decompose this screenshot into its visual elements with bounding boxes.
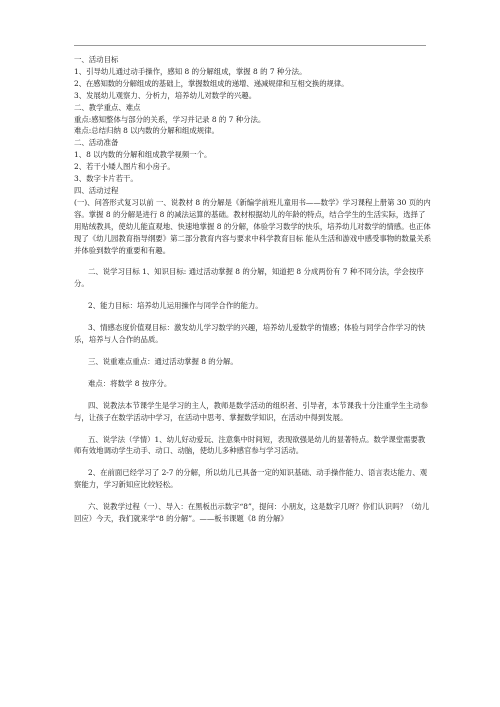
header-rule [74,45,426,46]
paragraph-key-points: 三、说重难点重点：通过活动掌握 8 的分解。 [88,356,238,366]
prep-item-1: 1、8 以内数的分解和组成教学视频一个。 [74,150,212,160]
paragraph-learning-method: 五、说学法（学情）1、幼儿好动爱玩、注意集中时间短，表现欲强是幼儿的显著特点。数学课堂需要教师有效地调动学生动手、动口、动脑，使幼儿多种感官参与学习活动。 [74,434,426,456]
section-heading-goals: 一、活动目标 [74,55,119,64]
prep-item-3: 3、数字卡片若干。 [74,174,138,184]
section-heading-process: 四、活动过程 [74,185,119,195]
prep-item-2: 2、若干小矮人图片和小房子。 [74,162,175,172]
goal-item-3: 3、发展幼儿观察力、分析力，培养幼儿对数学的兴趣。 [74,90,257,100]
paragraph-difficulty: 难点：将数学 8 按序分。 [88,378,172,388]
goal-item-2: 2、在感知数的分解组成的基础上，掌握数组成的递增、递减规律和互相交换的规律。 [74,78,349,88]
goal-item-1: 1、引导幼儿通过动手操作，感知 8 的分解组成，掌握 8 的 7 种分法。 [74,66,307,76]
section-heading-prep: 二、活动准备 [74,138,119,148]
paragraph-ability-goal: 2、能力目标：培养幼儿运用操作与同学合作的能力。 [88,301,263,311]
document-body [74,54,432,525]
paragraph-teaching-process: 六、说教学过程（一）、导入：在黑板出示数字“8”，提问：小朋友，这是数字几呀？你们认识吗？（幼儿回应）今天，我们就来学“8 的分解”。——板书课题《8 的分解》 [74,502,430,524]
focus-difficulty: 难点:总结归纳 8 以内数的分解和组成规律。 [74,126,219,136]
section-heading-focus: 二、教学重点、难点 [74,102,141,112]
paragraph-learning-goals: 二、说学习目标 1、知识目标: 通过活动掌握 8 的分解，知道把 8 分成两份有 7 种不同分法，学会按序分。 [74,267,424,289]
paragraph-emotion-goal: 3、情感态度价值观目标：激发幼儿学习数学的兴趣，培养幼儿爱数学的情感；体验与同学合作学习的快乐，培养与人合作的品质。 [74,323,426,345]
paragraph-teaching-method: 四、说教法本节课学生是学习的主人，教师是数学活动的组织者、引导者，本节课我十分注重学生主动参与，让孩子在数学活动中学习，在活动中思考、掌握数学知识，在活动中得到发展。 [74,400,428,422]
paragraph-prior-knowledge: 2、在前面已经学习了 2-7 的分解，所以幼儿已具备一定的知识基础、动手操作能力、语言表达能力、观察能力，学习新知应比较轻松。 [74,468,428,490]
process-intro-paragraph: (一)、问答形式复习以前 一、说教材 8 的分解是《新编学前班儿童用书——数学》学习课程上册第 30 页的内容。掌握 8 的分解是进行 8 的减法运算的基础。教材根据幼儿的年龄的特点，结合学生的生活实际，选择了用贴绒教具，使幼儿能直观地、快速地掌握 8 的分解，体验学习数学的快乐，培养幼儿对数学的情感。也正体现了《幼儿园教育指导纲要》第二部分教育内容与要求中科学教育目标 能从生活和游戏中感受事物的数量关系并体验到数学的重要和有趣。 [74,197,432,255]
focus-key-point: 重点:感知整体与部分的关系，学习并记录 8 的 7 种分法。 [74,114,266,124]
